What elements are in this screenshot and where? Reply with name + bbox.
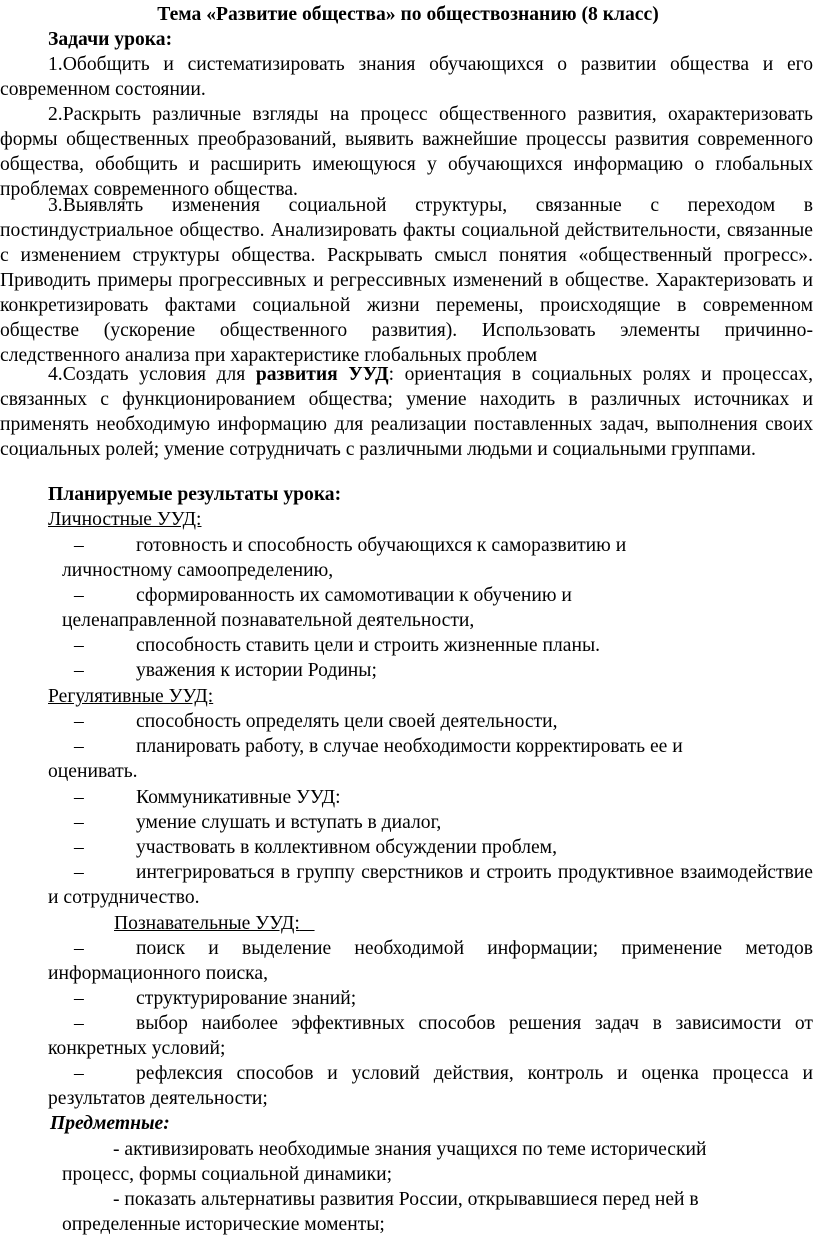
dash: – (74, 660, 84, 681)
document-title: Тема «Развитие общества» по обществознанию (8 класс) (157, 4, 659, 25)
communicative-item-2: – участвовать в коллективном обсуждении проблем, (48, 835, 813, 860)
communicative-item-3: – интегрироваться в группу сверстников и строить продуктивное взаимодействие и сотрудничество. (48, 862, 813, 908)
dash: – (74, 812, 84, 833)
dash: – (74, 1013, 84, 1034)
cognitive-item-2: – структурирование знаний; (48, 986, 813, 1011)
task-3: 3.Выявлять изменения социальной структуры, связанные с переходом в постиндустриальное общество. Анализировать факты социальной действительности, связанные с изменением структуры общества. Раскрывать смысл понятия «общественный прогресс». Приводить примеры прогрессивных и регрессивных изменений в обществе. Характеризовать и конкретизировать фактами социальной жизни перемены, происходящие в современном обществе (ускорение общественного развития). Использовать элементы причинно- следственного анализа при характеристике глобальных проблем (0, 195, 813, 366)
dash: – (74, 938, 84, 959)
personal-item-1: – готовность и способность обучающихся к саморазвитию и (48, 533, 813, 558)
personal-item-4: – уважения к истории Родины; (48, 658, 813, 683)
dash: – (74, 535, 84, 556)
regulatory-item-1: – способность определять цели своей деятельности, (48, 709, 813, 734)
personal-item-1-cont: личностному самоопределению, (62, 560, 334, 581)
task-4-bold: развития УУД (255, 364, 389, 385)
personal-heading: Личностные УУД: (48, 509, 202, 530)
dash: – (74, 711, 84, 732)
dash: – (74, 837, 84, 858)
task-4 (0, 362, 813, 462)
cognitive-heading: Познавательные УУД: (114, 913, 300, 934)
subject-item-1: - активизировать необходимые знания учащихся по теме исторический (113, 1139, 707, 1160)
dash: – (74, 736, 84, 757)
cognitive-item-3: – выбор наиболее эффективных способов решения задач в зависимости от конкретных условий; (48, 1013, 813, 1059)
personal-item-3: – способность ставить цели и строить жизненные планы. (48, 633, 813, 658)
task-1: 1.Обобщить и систематизировать знания обучающихся о развитии общества и его современном состоянии. (0, 54, 813, 100)
tasks-heading: Задачи урока: (48, 29, 173, 50)
personal-item-2: – сформированность их самомотивации к обучению и (48, 583, 813, 608)
dash: – (74, 862, 84, 883)
communicative-heading: – Коммуникативные УУД: (48, 785, 813, 810)
task-4-rest: : ориентация в социальных ролях и процессах, связанных с функционированием общества; умение находить в различных источниках и применять необходимую информацию для реализации поставленных задач, выполнения своих социальных ролей; умение сотрудничать с различными людьми и социальными группами. (0, 364, 813, 460)
personal-item-2-cont: целенаправленной познавательной деятельности, (62, 610, 475, 631)
dash: – (74, 585, 84, 606)
task-2: 2.Раскрыть различные взгляды на процесс общественного развития, охарактеризовать формы общественных преобразований, выявить важнейшие процессы развития современного общества, обобщить и расширить имеющуюся у обучающихся информацию о глобальных проблемах современного общества. (0, 104, 813, 200)
cognitive-item-1: – поиск и выделение необходимой информации; применение методов информационного поиска, (48, 938, 813, 984)
communicative-item-1: – умение слушать и вступать в диалог, (48, 810, 813, 835)
subject-item-2-cont: определенные исторические моменты; (62, 1214, 385, 1235)
regulatory-item-2: – планировать работу, в случае необходимости корректировать ее и (48, 734, 813, 759)
dash: – (74, 635, 84, 656)
task-4-start: 4.Создать условия для (48, 364, 256, 385)
dash: – (74, 988, 84, 1009)
dash: – (74, 1063, 84, 1084)
subject-item-1-cont: процесс, формы социальной динамики; (62, 1164, 393, 1185)
subject-item-2: - показать альтернативы развития России, открывавшиеся перед ней в (113, 1189, 699, 1210)
results-heading: Планируемые результаты урока: (48, 484, 342, 505)
regulatory-heading: Регулятивные УУД: (48, 686, 214, 707)
dash: – (74, 787, 84, 808)
subject-heading: Предметные: (50, 1113, 170, 1134)
regulatory-item-2-cont: оценивать. (48, 761, 138, 782)
cognitive-item-4: – рефлексия способов и условий действия, контроль и оценка процесса и результатов деятельности; (48, 1063, 813, 1109)
